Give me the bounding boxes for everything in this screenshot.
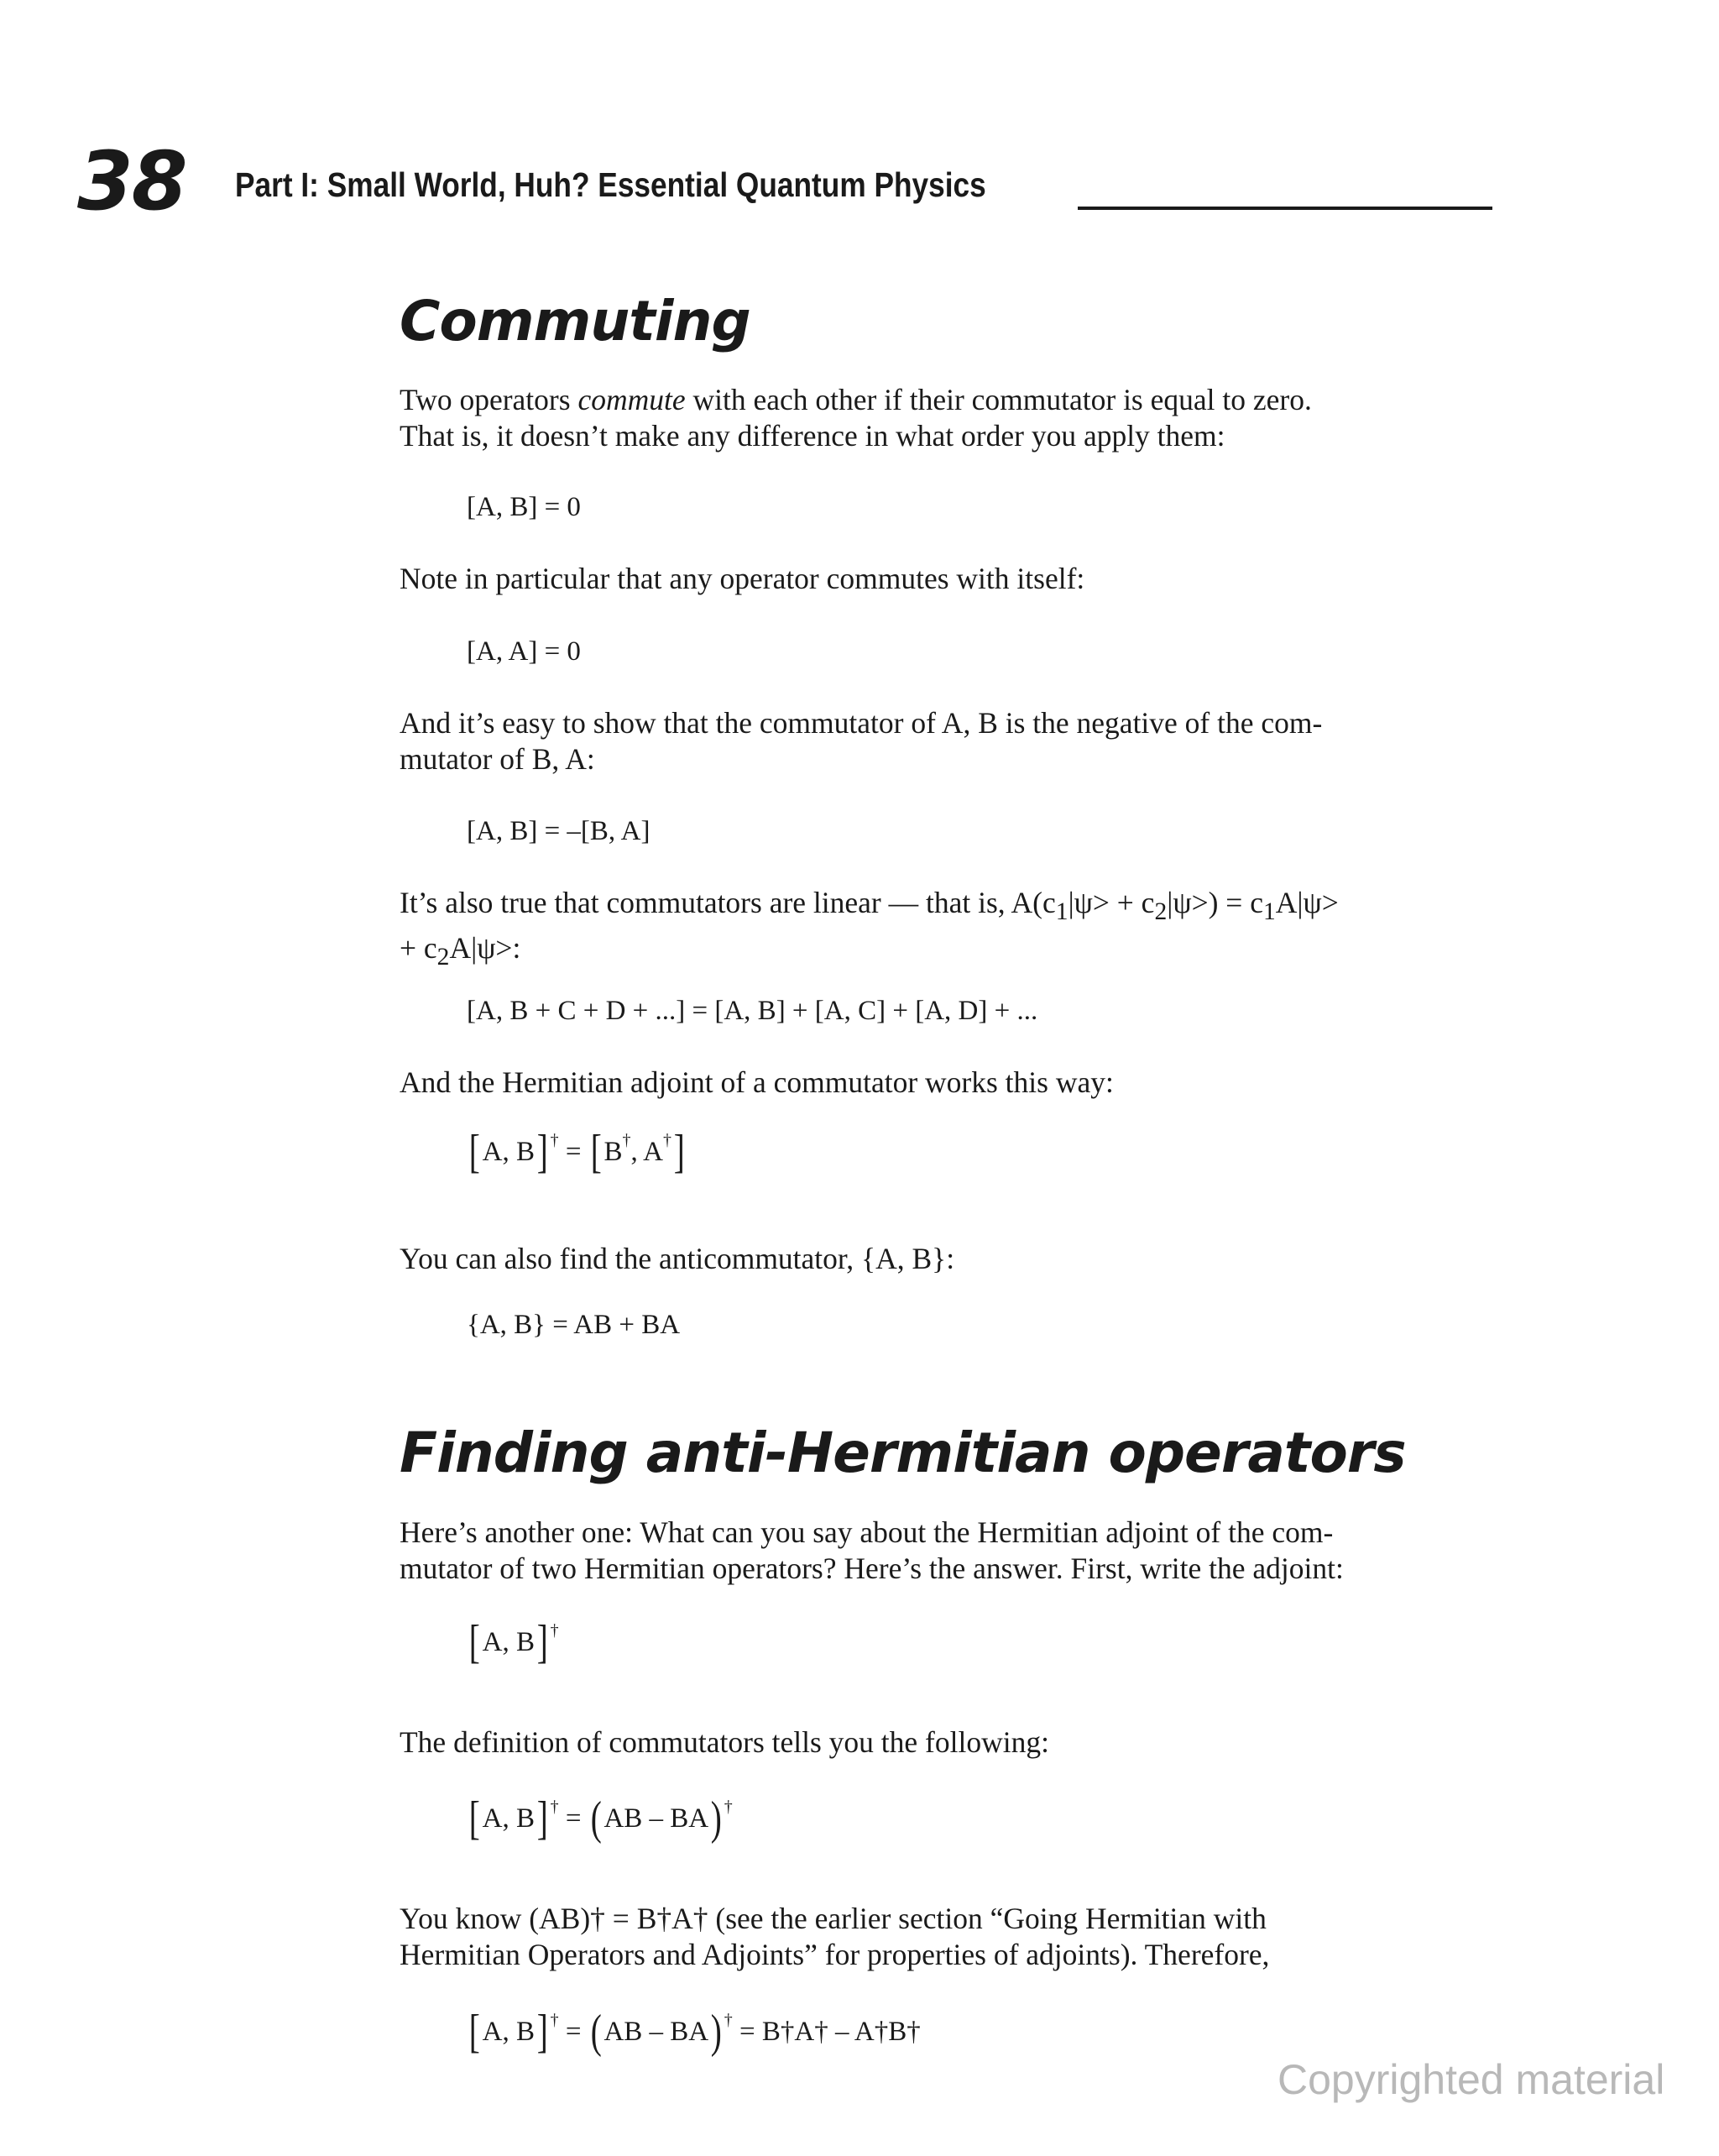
equation: [A, B] = 0 bbox=[467, 492, 581, 522]
emphasis-commute: commute bbox=[577, 383, 686, 416]
paragraph: It’s also true that commutators are linear — that is, $A(c_1|\psi> + c_2|\psi>) = c_1A|\psi>$ + $c_2A|\psi>$: bbox=[400, 886, 1339, 971]
equation-result: [A, B] † = (AB – BA) † = B†A† – A†B† bbox=[468, 2006, 921, 2058]
paragraph: You know (AB)† = B†A† (see the earlier section “Going Hermitian with Hermitian Operators and Adjoints” for properties of adjoints). Therefore, bbox=[400, 1902, 1270, 1971]
equation: [A, B + C + D + ...] = [A, B] + [A, C] + [A, D] + ... bbox=[467, 996, 1038, 1026]
paragraph: The definition of commutators tells you the following: bbox=[400, 1725, 1049, 1759]
equation: [A, A] = 0 bbox=[467, 636, 581, 667]
equation: [A, B] = –[B, A] bbox=[467, 816, 651, 846]
equation-adjoint-commutator: [A, B] † = [B†, A†] bbox=[468, 1126, 685, 1178]
paragraph: You can also find the anticommutator, {A, B}: bbox=[400, 1242, 955, 1275]
watermark: Copyrighted material bbox=[1277, 2056, 1665, 2103]
paragraph: Note in particular that any operator commutes with itself: bbox=[400, 562, 1085, 595]
paragraph: And the Hermitian adjoint of a commutator works this way: bbox=[400, 1065, 1114, 1099]
equation-definition: [A, B] † = (AB – BA) † bbox=[468, 1792, 733, 1845]
page-number: 38 bbox=[77, 134, 186, 228]
paragraph: Here’s another one: What can you say about the Hermitian adjoint of the com- mutator of two Hermitian operators? Here’s the answer. First, write the adjoint: bbox=[400, 1515, 1344, 1585]
equation: {A, B} = AB + BA bbox=[467, 1310, 681, 1340]
running-head-rule bbox=[1078, 207, 1492, 210]
section-heading-anti-hermitian: Finding anti-Hermitian operators bbox=[400, 1421, 1406, 1485]
equation-adjoint: [A, B] † bbox=[468, 1616, 559, 1668]
paragraph: And it’s easy to show that the commutator of A, B is the negative of the com- mutator of B, A: bbox=[400, 706, 1323, 776]
running-head: Part I: Small World, Huh? Essential Quantum Physics bbox=[235, 165, 986, 204]
section-heading-commuting: Commuting bbox=[400, 289, 750, 353]
paragraph: Two operators commute with each other if their commutator is equal to zero. That is, it doesn’t make any difference in what order you apply them: bbox=[400, 383, 1312, 453]
